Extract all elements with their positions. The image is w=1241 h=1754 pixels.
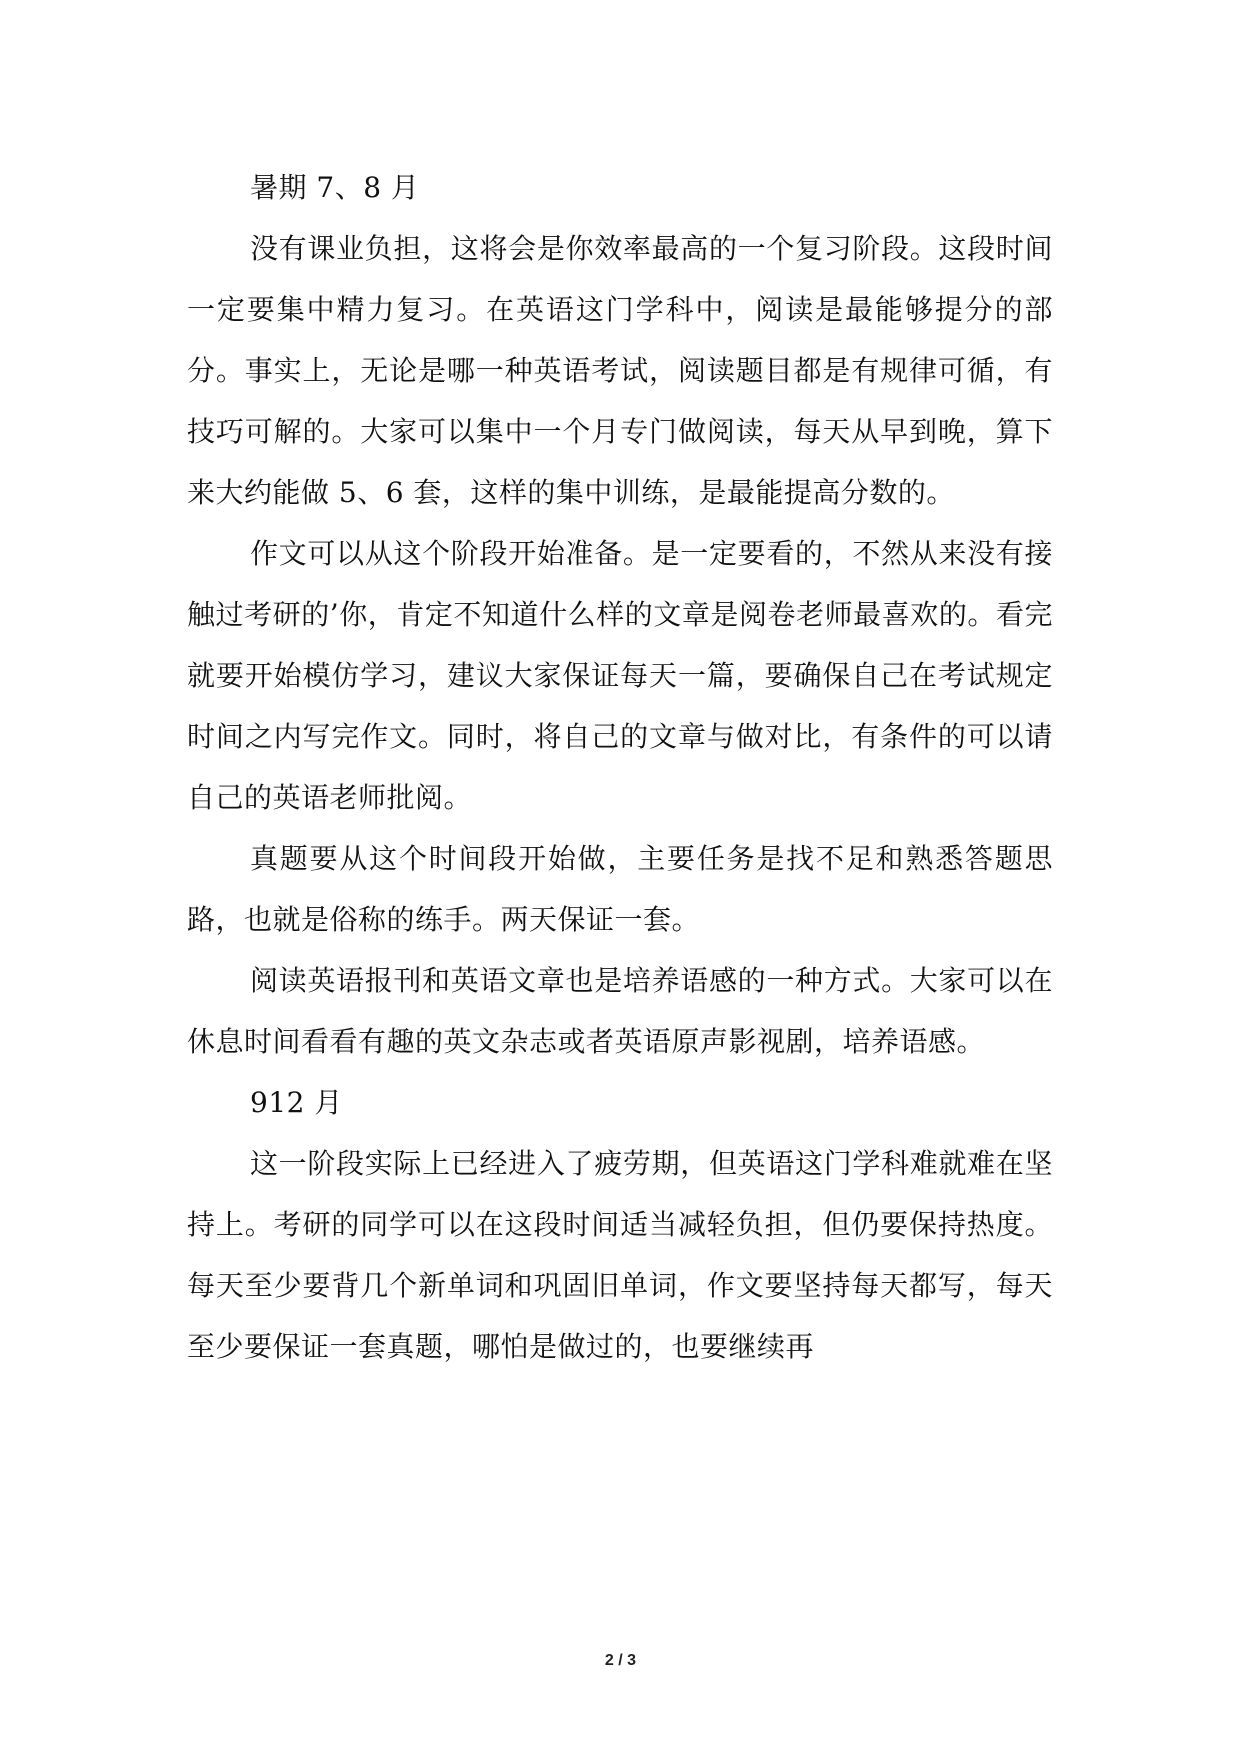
paragraph-english-media: 阅读英语报刊和英语文章也是培养语感的一种方式。大家可以在休息时间看看有趣的英文杂志或者英语原声影视剧，培养语感。 [187, 964, 1053, 1058]
paragraph-summer-reading: 没有课业负担，这将会是你效率最高的一个复习阶段。这段时间一定要集中精力复习。在英语这门学科中，阅读是最能够提分的部分。事实上，无论是哪一种英语考试，阅读题目都是有规律可循，有技巧可解的。大家可以集中一个月专门做阅读，每天从早到晚，算下来大约能做 5、6 套，这样的集中训练，是最能提高分数的。 [187, 232, 1053, 509]
document-body [187, 157, 1053, 1377]
section-heading-sep-dec: 912 月 [250, 1086, 343, 1119]
paragraph-writing: 作文可以从这个阶段开始准备。是一定要看的，不然从来没有接触过考研的’你，肯定不知道什么样的文章是阅卷老师最喜欢的。看完就要开始模仿学习，建议大家保证每天一篇，要确保自己在考试规定时间之内写完作文。同时，将自己的文章与做对比，有条件的可以请自己的英语老师批阅。 [187, 537, 1053, 814]
paragraph-fatigue-period: 这一阶段实际上已经进入了疲劳期，但英语这门学科难就难在坚持上。考研的同学可以在这段时间适当减轻负担，但仍要保持热度。每天至少要背几个新单词和巩固旧单词，作文要坚持每天都写，每天至少要保证一套真题，哪怕是做过的，也要继续再 [187, 1147, 1053, 1363]
section-heading-summer: 暑期 7、8 月 [250, 171, 420, 204]
page-number: 2 / 3 [604, 1652, 637, 1669]
paragraph-past-papers: 真题要从这个时间段开始做，主要任务是找不足和熟悉答题思路，也就是俗称的练手。两天保证一套。 [187, 842, 1053, 936]
